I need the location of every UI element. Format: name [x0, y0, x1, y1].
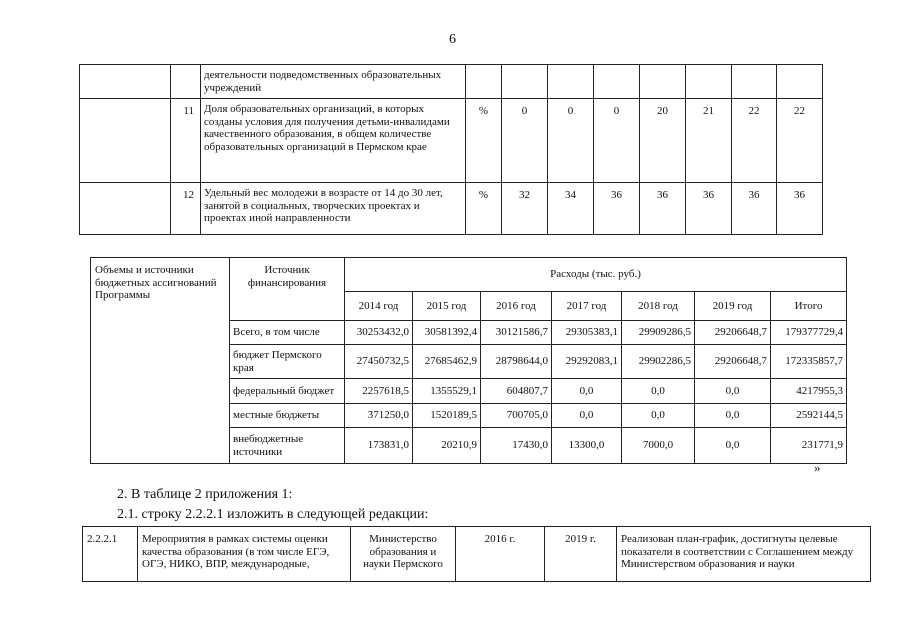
source-name: Всего, в том числе	[230, 321, 345, 345]
value-cell: 371250,0	[345, 404, 413, 428]
indicator-text: Доля образовательных организаций, в которых созданы условия для получения детьми-инвалидами качественного образования, в общем количестве образовательных организаций в Пермском крае	[201, 99, 466, 183]
source-header: Источник финансирования	[230, 258, 345, 321]
total-cell: 231771,9	[771, 428, 847, 464]
expenses-header: Расходы (тыс. руб.)	[345, 258, 847, 292]
value-cell: 30121586,7	[481, 321, 552, 345]
table-row	[80, 99, 823, 183]
value-cell: 0	[594, 99, 640, 183]
value-cell: 1520189,5	[413, 404, 481, 428]
row-number	[171, 65, 201, 99]
value-cell: 0	[502, 99, 548, 183]
value-cell: 29909286,5	[622, 321, 695, 345]
value-cell	[686, 65, 732, 99]
value-cell: 29206648,7	[695, 321, 771, 345]
indicators-table	[79, 64, 823, 235]
page-number: 6	[449, 32, 456, 47]
value-cell: 29902286,5	[622, 345, 695, 379]
activity-start: 2016 г.	[456, 527, 545, 582]
activity-end: 2019 г.	[545, 527, 617, 582]
value-cell: 173831,0	[345, 428, 413, 464]
value-cell: 17430,0	[481, 428, 552, 464]
value-cell: 0,0	[552, 379, 622, 404]
value-cell: 29206648,7	[695, 345, 771, 379]
year-header: 2014 год	[345, 292, 413, 321]
year-header: 2019 год	[695, 292, 771, 321]
budget-table	[90, 257, 847, 464]
table-cell	[80, 183, 171, 235]
source-name: бюджет Пермского края	[230, 345, 345, 379]
value-cell: 36	[732, 183, 777, 235]
value-cell: 0,0	[695, 404, 771, 428]
activity-result	[617, 527, 871, 582]
value-cell	[640, 65, 686, 99]
total-cell: 179377729,4	[771, 321, 847, 345]
value-cell: 13300,0	[552, 428, 622, 464]
value-cell	[548, 65, 594, 99]
table-row	[83, 527, 871, 582]
row-number: 11	[171, 99, 201, 183]
value-cell: 32	[502, 183, 548, 235]
value-cell: 0,0	[695, 428, 771, 464]
value-cell: 29292083,1	[552, 345, 622, 379]
value-cell: 2257618,5	[345, 379, 413, 404]
value-cell: 34	[548, 183, 594, 235]
activity-result-text: Реализован план-график, достигнуты целевые показатели в соответствии с Соглашением между Министерством образования и науки	[621, 533, 854, 570]
value-cell: 1355529,1	[413, 379, 481, 404]
program-budget-label: Объемы и источники бюджетных ассигнований Программы	[91, 258, 230, 464]
table-row	[80, 183, 823, 235]
value-cell: 30253432,0	[345, 321, 413, 345]
unit-cell: %	[466, 99, 502, 183]
unit-cell: %	[466, 183, 502, 235]
activity-executor-text: Министерство образования и науки Пермского	[363, 533, 443, 570]
value-cell: 36	[686, 183, 732, 235]
activity-table	[82, 526, 871, 582]
indicator-text: деятельности подведомственных образовательных учреждений	[201, 65, 466, 99]
value-cell: 27685462,9	[413, 345, 481, 379]
source-name: федеральный бюджет	[230, 379, 345, 404]
value-cell: 0,0	[695, 379, 771, 404]
value-cell	[502, 65, 548, 99]
year-header: 2015 год	[413, 292, 481, 321]
value-cell: 29305383,1	[552, 321, 622, 345]
value-cell: 20210,9	[413, 428, 481, 464]
table-cell	[80, 99, 171, 183]
table-cell	[80, 65, 171, 99]
value-cell: 22	[732, 99, 777, 183]
activity-measure-text: Мероприятия в рамках системы оценки качества образования (в том числе ЕГЭ, ОГЭ, НИКО, ВПР, международные,	[142, 533, 330, 570]
value-cell: 700705,0	[481, 404, 552, 428]
total-cell: 4217955,3	[771, 379, 847, 404]
value-cell: 0,0	[622, 379, 695, 404]
paragraph: 2. В таблице 2 приложения 1:	[117, 487, 293, 502]
value-cell: 36	[777, 183, 823, 235]
table-header-row	[91, 258, 847, 292]
unit-cell	[466, 65, 502, 99]
row-number: 12	[171, 183, 201, 235]
value-cell: 7000,0	[622, 428, 695, 464]
source-name: местные бюджеты	[230, 404, 345, 428]
value-cell: 21	[686, 99, 732, 183]
source-name: внебюджетные источники	[230, 428, 345, 464]
total-cell: 2592144,5	[771, 404, 847, 428]
activity-measure	[138, 527, 351, 582]
value-cell	[777, 65, 823, 99]
value-cell: 20	[640, 99, 686, 183]
activity-executor	[351, 527, 456, 582]
value-cell: 30581392,4	[413, 321, 481, 345]
year-header: 2018 год	[622, 292, 695, 321]
paragraph: 2.1. строку 2.2.2.1 изложить в следующей редакции:	[117, 507, 429, 522]
value-cell: 0,0	[552, 404, 622, 428]
total-cell: 172335857,7	[771, 345, 847, 379]
activity-code: 2.2.2.1	[83, 527, 138, 582]
value-cell: 36	[594, 183, 640, 235]
value-cell	[732, 65, 777, 99]
value-cell	[594, 65, 640, 99]
year-header: 2016 год	[481, 292, 552, 321]
value-cell: 22	[777, 99, 823, 183]
value-cell: 28798644,0	[481, 345, 552, 379]
indicator-text: Удельный вес молодежи в возрасте от 14 до 30 лет, занятой в социальных, творческих проектах и проектах иной направленности	[201, 183, 466, 235]
value-cell: 0	[548, 99, 594, 183]
closing-quote: »	[814, 460, 821, 475]
value-cell: 36	[640, 183, 686, 235]
year-header: 2017 год	[552, 292, 622, 321]
value-cell: 27450732,5	[345, 345, 413, 379]
table-row	[80, 65, 823, 99]
value-cell: 604807,7	[481, 379, 552, 404]
total-header: Итого	[771, 292, 847, 321]
value-cell: 0,0	[622, 404, 695, 428]
